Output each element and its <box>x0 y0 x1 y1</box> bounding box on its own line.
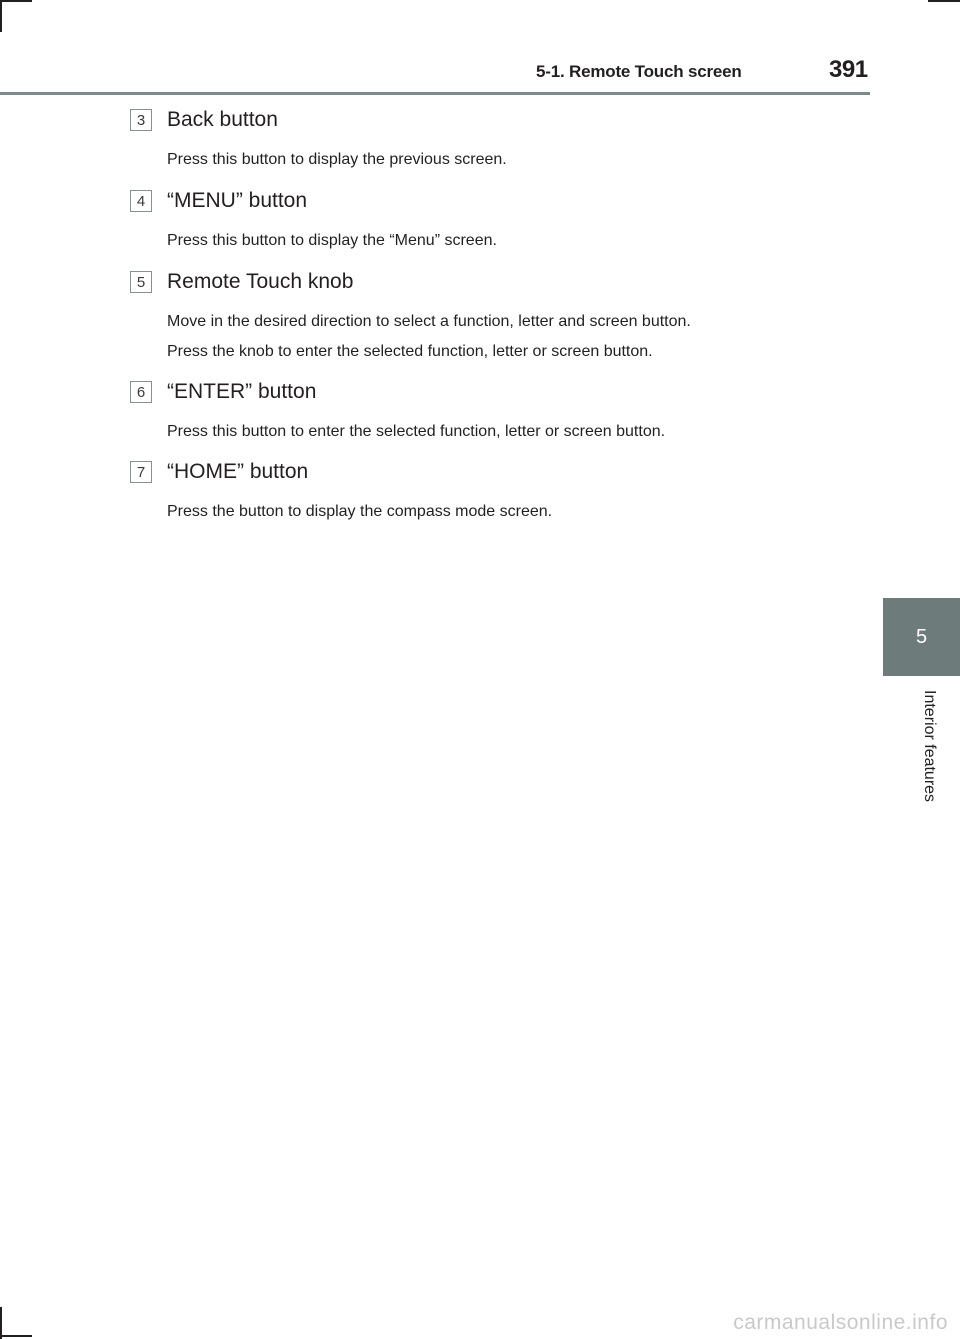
page-number: 391 <box>829 56 868 83</box>
list-item <box>130 106 830 175</box>
section-title: 5-1. Remote Touch screen <box>536 62 742 81</box>
item-number-badge: 5 <box>130 271 152 293</box>
item-number-badge: 4 <box>130 190 152 212</box>
crop-mark-top-left <box>0 0 2 32</box>
item-number-badge: 7 <box>130 461 152 483</box>
chapter-number: 5 <box>915 625 928 648</box>
crop-mark-bottom-left-h <box>0 1335 32 1337</box>
item-description: Press this button to enter the selected function, letter or screen button. <box>167 423 666 440</box>
item-description: Press this button to display the previous screen. <box>167 151 507 168</box>
item-description: Press the knob to enter the selected function, letter or screen button. <box>167 343 653 360</box>
crop-mark-top-left-h <box>0 0 32 2</box>
item-number-badge: 6 <box>130 381 152 403</box>
crop-mark-top-right <box>928 0 960 2</box>
item-title: Back button <box>167 108 278 131</box>
item-description: Press this button to display the “Menu” screen. <box>167 232 497 249</box>
item-title: “HOME” button <box>167 460 309 483</box>
item-number-badge: 3 <box>130 109 152 131</box>
list-item <box>130 187 830 256</box>
list-item <box>130 268 830 367</box>
header-rule <box>0 92 870 95</box>
chapter-label: Interior features <box>921 690 938 803</box>
list-item <box>130 458 830 527</box>
item-title: Remote Touch knob <box>167 270 354 293</box>
item-description: Press the button to display the compass mode screen. <box>167 503 553 520</box>
item-title: “MENU” button <box>167 189 308 212</box>
item-description: Move in the desired direction to select a function, letter and screen button. <box>167 313 691 330</box>
chapter-tab <box>883 598 960 676</box>
item-title: “ENTER” button <box>167 380 317 403</box>
watermark: carmanualsonline.info <box>733 1311 948 1334</box>
list-item <box>130 378 830 447</box>
